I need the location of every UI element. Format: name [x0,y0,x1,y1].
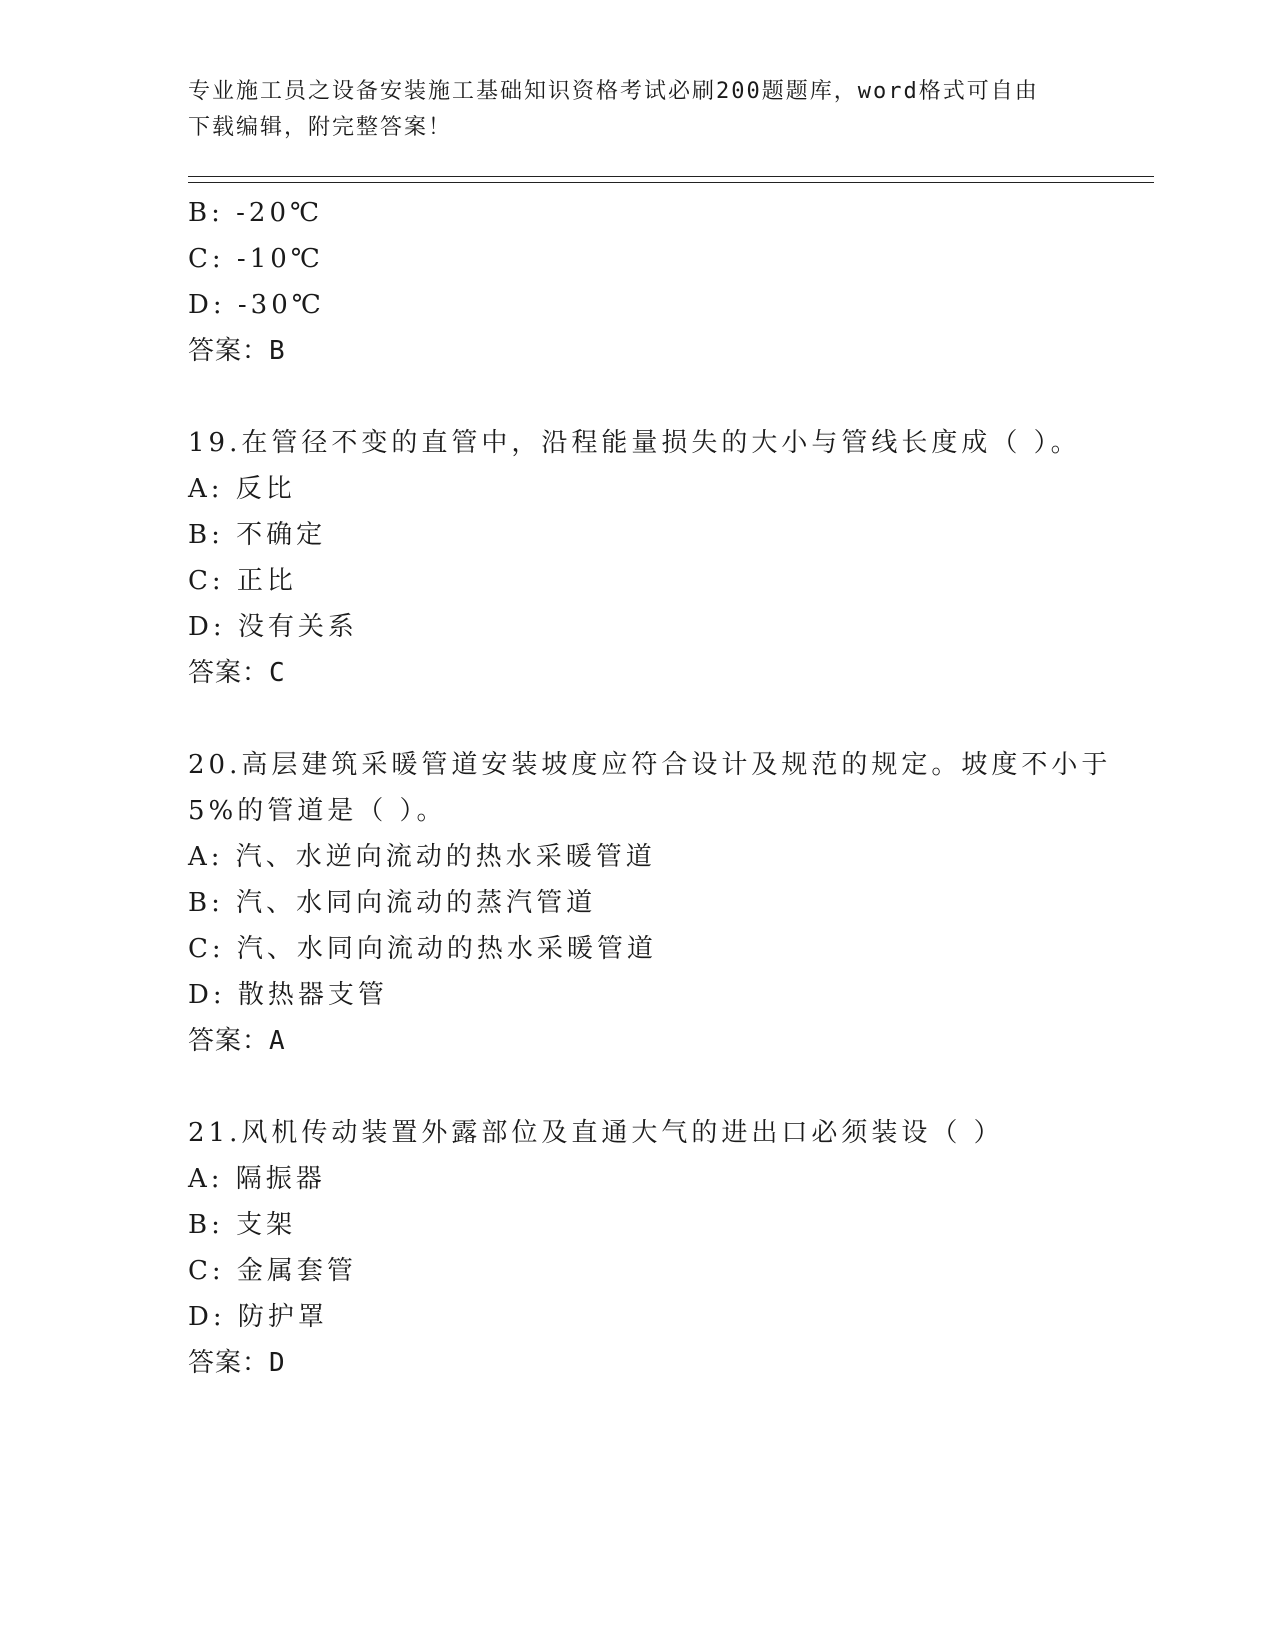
answer: 答案：A [188,1026,286,1056]
option-c: C: 汽、水同向流动的热水采暖管道 [188,934,657,964]
answer: 答案：B [188,336,286,366]
question-21 [188,1110,1088,1386]
spacer [188,1064,1088,1110]
question-19 [188,420,1088,696]
option-c: C: 正比 [188,566,297,596]
question-stem: 19.在管径不变的直管中，沿程能量损失的大小与管线长度成（ ）。 [188,428,1081,458]
option-c: C: -10℃ [188,244,324,274]
header-title-line-1: 专业施工员之设备安装施工基础知识资格考试必刷200题题库，word格式可自由 [188,79,1039,104]
option-d: D: -30℃ [188,290,325,320]
header-title-line-2: 下载编辑，附完整答案！ [188,115,453,140]
option-b: B: 支架 [188,1210,297,1240]
option-d: D: 没有关系 [188,612,358,642]
option-a: A: 隔振器 [188,1164,326,1194]
header-divider-top [188,176,1154,177]
spacer [188,374,1088,420]
question-stem-line-2: 5%的管道是（ ）。 [188,796,447,826]
option-a: A: 汽、水逆向流动的热水采暖管道 [188,842,656,872]
answer: 答案：C [188,658,286,688]
document-header [188,74,1088,146]
option-b: B: -20℃ [188,198,324,228]
question-20 [188,742,1112,1064]
question-list [188,190,1112,1386]
option-a: A: 反比 [188,474,296,504]
question-stem-line-1: 20.高层建筑采暖管道安装坡度应符合设计及规范的规定。坡度不小于 [188,750,1112,780]
question-18 [188,190,1088,374]
question-stem: 21.风机传动装置外露部位及直通大气的进出口必须装设（ ） [188,1118,1004,1148]
answer: 答案：D [188,1348,286,1378]
option-c: C: 金属套管 [188,1256,357,1286]
option-d: D: 散热器支管 [188,980,388,1010]
option-d: D: 防护罩 [188,1302,328,1332]
header-divider-bottom [188,182,1154,183]
spacer [188,696,1088,742]
option-b: B: 不确定 [188,520,327,550]
option-b: B: 汽、水同向流动的蒸汽管道 [188,888,597,918]
